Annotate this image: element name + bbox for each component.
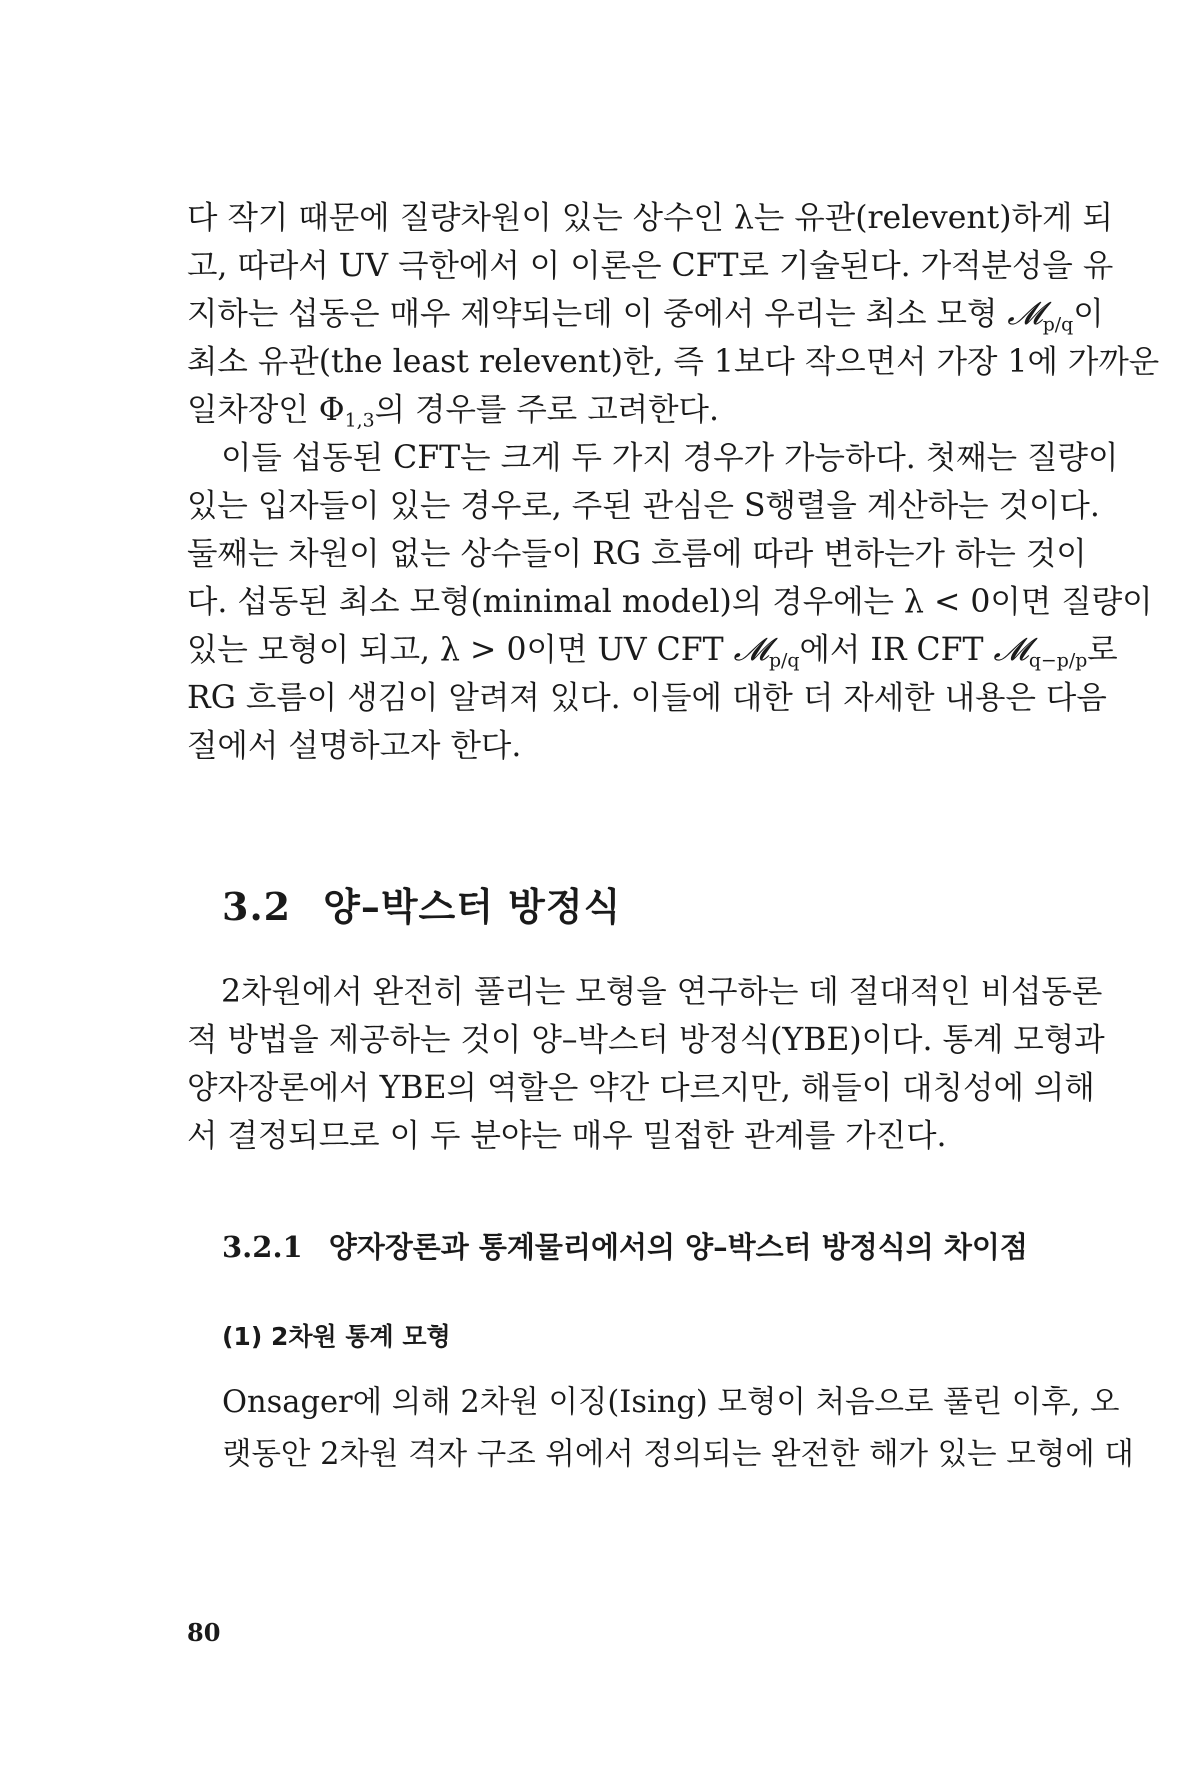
text-line: 서 결정되므로 이 두 분야는 매우 밀접한 관계를 가진다. bbox=[187, 1118, 947, 1154]
text-line: 랫동안 2차원 격자 구조 위에서 정의되는 완전한 해가 있는 모형에 대 bbox=[222, 1437, 1134, 1472]
text-line: 적 방법을 제공하는 것이 양–박스터 방정식(YBE)이다. 통계 모형과 bbox=[187, 1022, 1105, 1058]
text-line: 있는 입자들이 있는 경우로, 주된 관심은 S행렬을 계산하는 것이다. bbox=[187, 488, 1100, 524]
math-symbol: 𝓜 bbox=[733, 632, 769, 668]
math-symbol: 𝓜 bbox=[1007, 296, 1043, 332]
text-line: 양자장론에서 YBE의 역할은 약간 다르지만, 해들이 대칭성에 의해 bbox=[187, 1070, 1095, 1106]
text-line: 다. 섭동된 최소 모형(minimal model)의 경우에는 λ < 0이면 질량이 bbox=[187, 584, 1153, 620]
text-span: 이 bbox=[1073, 296, 1104, 332]
section-paragraph bbox=[187, 968, 1105, 1160]
text-line: 이들 섭동된 CFT는 크게 두 가지 경우가 가능하다. 첫째는 질량이 bbox=[221, 440, 1119, 476]
subsection-number: 3.2.1 bbox=[222, 1230, 303, 1264]
text-line bbox=[187, 290, 1104, 338]
text-line bbox=[187, 626, 1118, 674]
text-line: RG 흐름이 생김이 알려져 있다. 이들에 대한 더 자세한 내용은 다음 bbox=[187, 680, 1107, 716]
subsubsection-heading: (1) 2차원 통계 모형 bbox=[222, 1322, 451, 1351]
text-span: 의 경우를 주로 고려한다. bbox=[374, 392, 719, 428]
math-subscript: p/q bbox=[1042, 313, 1074, 336]
subsection-title: 양자장론과 통계물리에서의 양–박스터 방정식의 차이점 bbox=[328, 1230, 1028, 1264]
text-span: 일차장인 Φ bbox=[187, 392, 345, 428]
text-line bbox=[187, 386, 1053, 434]
section-number: 3.2 bbox=[222, 884, 292, 929]
text-line: 최소 유관(the least relevent)한, 즉 1보다 작으면서 가장 1에 가까운 bbox=[187, 344, 1160, 380]
text-line: 둘째는 차원이 없는 상수들이 RG 흐름에 따라 변하는가 하는 것이 bbox=[187, 536, 1087, 572]
subsubsection-paragraph bbox=[222, 1377, 1134, 1481]
section-title: 양–박스터 방정식 bbox=[323, 884, 622, 929]
subsection-heading bbox=[222, 1225, 1028, 1266]
section-heading bbox=[222, 876, 621, 931]
text-span: 로 bbox=[1087, 632, 1118, 668]
text-span: 에서 IR CFT bbox=[799, 632, 994, 668]
text-line: Onsager에 의해 2차원 이징(Ising) 모형이 처음으로 풀린 이후, 오 bbox=[222, 1385, 1120, 1420]
math-subscript: 1,3 bbox=[344, 409, 375, 432]
text-line: 고, 따라서 UV 극한에서 이 이론은 CFT로 기술된다. 가적분성을 유 bbox=[187, 248, 1114, 284]
text-line: 2차원에서 완전히 풀리는 모형을 연구하는 데 절대적인 비섭동론 bbox=[221, 974, 1103, 1010]
math-symbol: 𝓜 bbox=[993, 632, 1029, 668]
paragraph-1 bbox=[187, 194, 1160, 770]
page-number: 80 bbox=[187, 1618, 221, 1647]
text-line: 다 작기 때문에 질량차원이 있는 상수인 λ는 유관(relevent)하게 되 bbox=[187, 200, 1113, 236]
math-subscript: q−p/p bbox=[1028, 649, 1088, 672]
text-span: 지하는 섭동은 매우 제약되는데 이 중에서 우리는 최소 모형 bbox=[187, 296, 1008, 332]
text-line: 절에서 설명하고자 한다. bbox=[187, 728, 522, 764]
text-span: 있는 모형이 되고, λ > 0이면 UV CFT bbox=[187, 632, 734, 668]
math-subscript: p/q bbox=[768, 649, 800, 672]
